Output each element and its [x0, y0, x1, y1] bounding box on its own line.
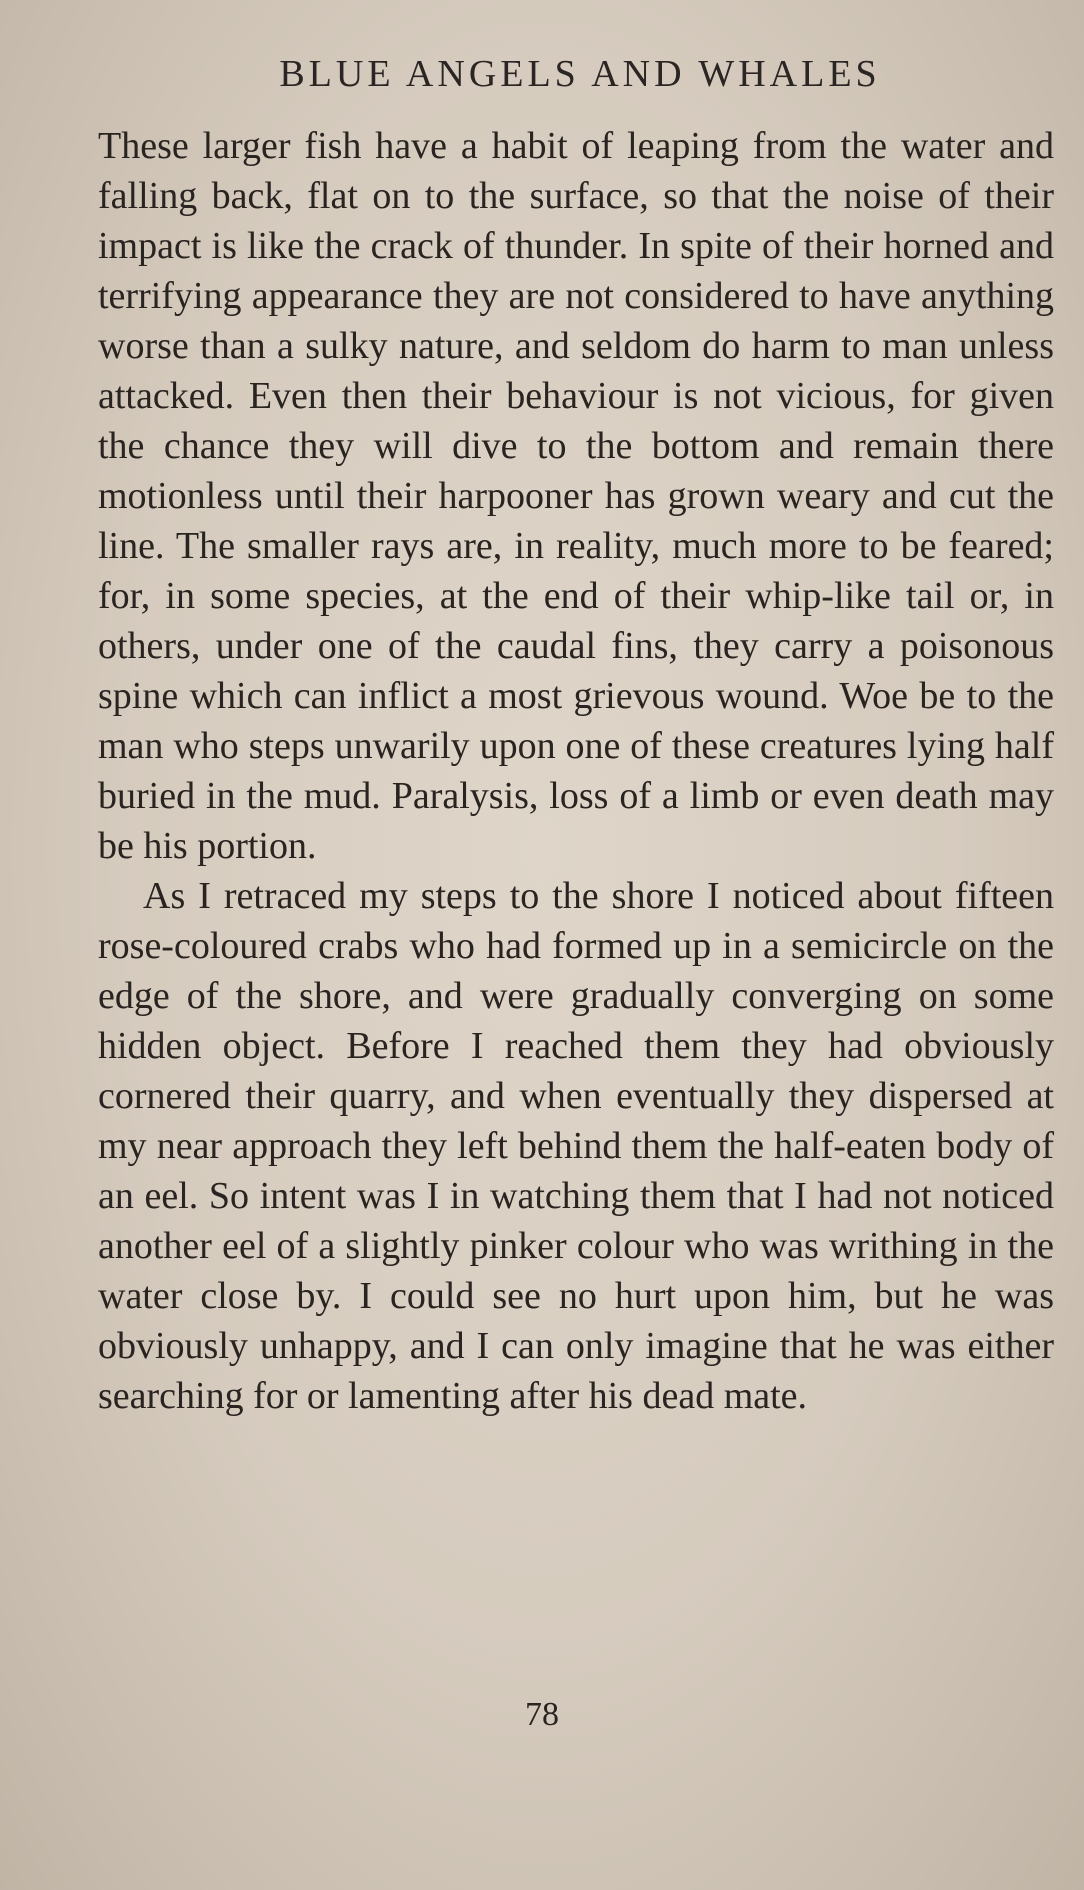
page-number: 78 [525, 1696, 559, 1733]
body-text [98, 121, 1054, 1421]
paragraph-1: These larger fish have a habit of leaping from the water and falling back, flat on to the surface, so that the noise of their impact is like the crack of thunder. In spite of their horned and terrifying appearance they are not considered to have anything worse than a sulky nature, and seldom do harm to man unless attacked. Even then their behaviour is not vicious, for given the chance they will dive to the bottom and remain there motionless until their harpooner has grown weary and cut the line. The smaller rays are, in reality, much more to be feared; for, in some species, at the end of their whip-like tail or, in others, under one of the caudal fins, they carry a poisonous spine which can inflict a most grievous wound. Woe be to the man who steps unwarily upon one of these creatures lying half buried in the mud. Paralysis, loss of a limb or even death may be his portion. [98, 125, 1054, 867]
running-head: BLUE ANGELS AND WHALES [279, 53, 881, 95]
paragraph-2: As I retraced my steps to the shore I noticed about fifteen rose-coloured crabs who had formed up in a semicircle on the edge of the shore, and were gradually converging on some hidden object. Before I reached them they had obviously cornered their quarry, and when eventually they dispersed at my near approach they left behind them the half-eaten body of an eel. So intent was I in watching them that I had not noticed another eel of a slightly pinker colour who was writhing in the water close by. I could see no hurt upon him, but he was obviously unhappy, and I can only imagine that he was either searching for or lamenting after his dead mate. [98, 875, 1054, 1417]
